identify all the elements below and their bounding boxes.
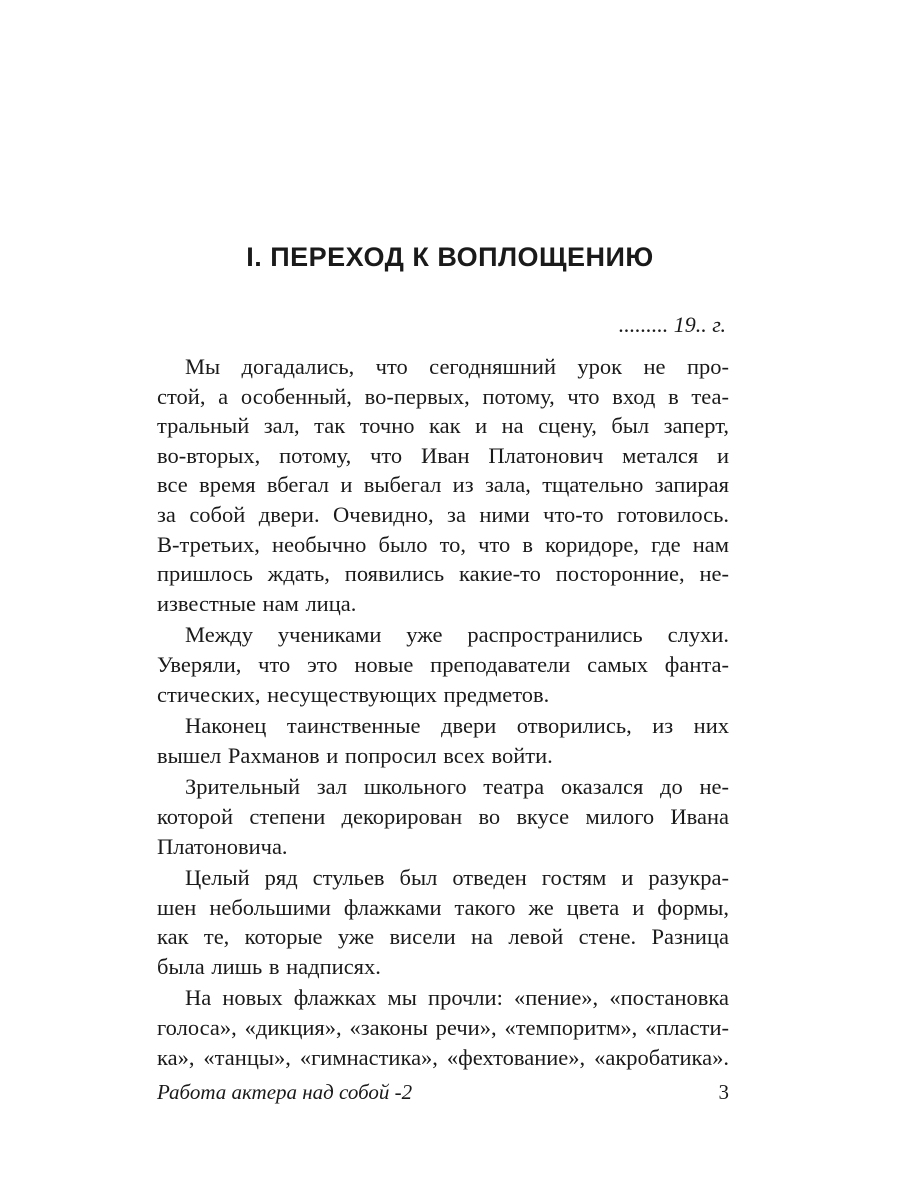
text-line: шен небольшими флажками такого же цвета и формы, bbox=[157, 894, 729, 920]
text-line: В-третьих, необычно было то, что в коридоре, где нам bbox=[157, 531, 729, 557]
text-line: тральный зал, так точно как и на сцену, был заперт, bbox=[157, 413, 729, 439]
text-line: все время вбегал и выбегал из зала, тщательно запирая bbox=[157, 472, 729, 498]
chapter-date: ......... 19.. г. bbox=[618, 312, 726, 337]
text-line: Уверяли, что это новые преподаватели самых фанта- bbox=[157, 651, 729, 677]
text-line: Мы догадались, что сегодняшний урок не про- bbox=[185, 354, 729, 379]
text-line: голоса», «дикция», «законы речи», «темпоритм», «пласти- bbox=[157, 1015, 729, 1041]
paragraph-3 bbox=[157, 711, 729, 770]
text-line: стических, несуществующих предметов. bbox=[157, 681, 550, 707]
text-line: известные нам лица. bbox=[157, 590, 357, 616]
text-line: во-вторых, потому, что Иван Платонович метался и bbox=[157, 442, 729, 468]
text-line: На новых флажках мы прочли: «пение», «постановка bbox=[185, 985, 729, 1011]
paragraph-2 bbox=[157, 620, 729, 709]
text-line: Целый ряд стульев был отведен гостям и разукра- bbox=[185, 865, 729, 891]
text-line: вышел Рахманов и попросил всех войти. bbox=[157, 742, 553, 768]
text-line: Зрительный зал школьного театра оказался до не- bbox=[185, 774, 729, 800]
text-line: Между учениками уже распространились слухи. bbox=[185, 622, 729, 648]
paragraph-6 bbox=[157, 983, 729, 1072]
text-line: пришлось ждать, появились какие-то посторонние, не- bbox=[157, 561, 729, 587]
text-line: Наконец таинственные двери отворились, из них bbox=[185, 713, 729, 739]
text-line: за собой двери. Очевидно, за ними что-то готовилось. bbox=[157, 501, 729, 527]
paragraph-4 bbox=[157, 772, 729, 861]
text-line: ка», «танцы», «гимнастика», «фехтование», «акробатика». bbox=[157, 1044, 729, 1070]
body-text bbox=[157, 352, 729, 1072]
paragraph-1 bbox=[157, 352, 729, 618]
text-line: Платоновича. bbox=[157, 833, 288, 859]
text-line: как те, которые уже висели на левой стене. Разница bbox=[157, 924, 729, 950]
text-line: стой, а особенный, во-первых, потому, что вход в теа- bbox=[157, 383, 729, 409]
running-title: Работа актера над собой -2 bbox=[157, 1080, 413, 1104]
text-line: была лишь в надписях. bbox=[157, 953, 381, 979]
chapter-title: I. ПЕРЕХОД К ВОПЛОЩЕНИЮ bbox=[246, 242, 654, 272]
page-number: 3 bbox=[718, 1080, 729, 1104]
text-line: которой степени декорирован во вкусе милого Ивана bbox=[157, 803, 729, 829]
paragraph-5 bbox=[157, 863, 729, 981]
